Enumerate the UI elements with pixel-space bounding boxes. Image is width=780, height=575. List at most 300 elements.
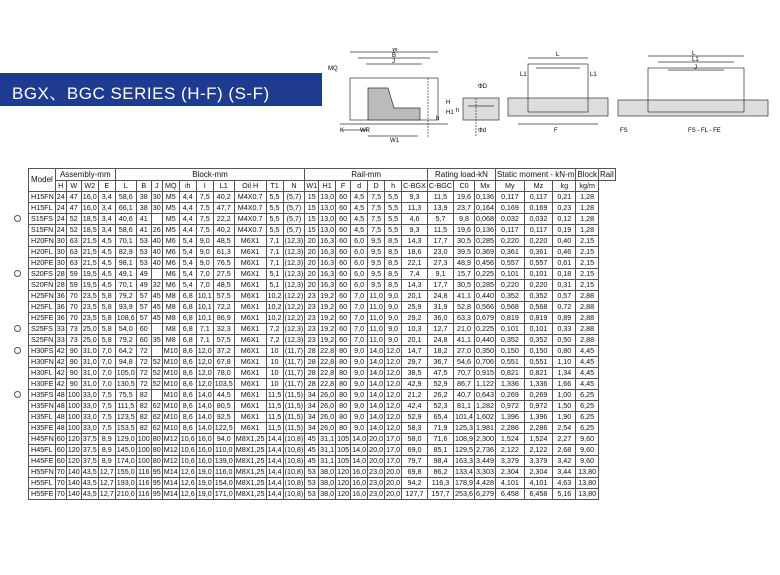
table-cell: 40,2 xyxy=(213,192,234,203)
table-cell: 7,0 xyxy=(351,313,368,324)
table-cell: 7,5 xyxy=(368,225,385,236)
table-cell: 8,5 xyxy=(385,258,402,269)
table-cell: 116 xyxy=(138,478,150,487)
table-cell: 10,2 xyxy=(267,291,282,300)
table-cell: 6,8 xyxy=(179,302,196,313)
table-cell: M12 xyxy=(163,456,178,465)
table-cell: 4,5 xyxy=(98,280,115,291)
table-cell: 0,33 xyxy=(553,324,576,335)
table-cell: 14,4 xyxy=(267,478,282,487)
table-cell: 1,28 xyxy=(576,225,599,236)
table-cell: 23,5 xyxy=(82,302,97,311)
table-cell: 80 xyxy=(336,346,351,357)
table-cell: 21,5 xyxy=(82,247,97,256)
table-cell: 72 xyxy=(136,346,151,357)
table-row xyxy=(29,324,616,335)
table-cell: 34 xyxy=(305,423,319,434)
table-cell: 63 xyxy=(66,236,81,247)
table-cell: 0,136 xyxy=(476,225,495,234)
header-col-23: Mx xyxy=(475,181,496,192)
table-cell: 17,0 xyxy=(386,456,401,465)
table-cell: 35 xyxy=(152,335,161,344)
table-cell: 70 xyxy=(66,291,81,302)
table-cell: 0,101 xyxy=(496,269,525,280)
table-cell: 4,5 xyxy=(98,258,115,269)
table-cell: 5,5 xyxy=(385,192,402,203)
table-cell: (11,5) xyxy=(284,390,304,399)
table-cell: 57 xyxy=(136,313,151,324)
table-cell: 11,5 xyxy=(267,390,282,399)
table-row xyxy=(29,258,616,269)
table-cell: (11,5) xyxy=(284,423,304,432)
table-cell: 7,0 xyxy=(351,335,368,346)
table-cell: 15 xyxy=(305,192,319,203)
table-cell: 23,5 xyxy=(82,313,97,322)
table-cell: 0,566 xyxy=(476,302,495,311)
table-cell: 2,122 xyxy=(496,445,525,456)
table-cell: M6X1 xyxy=(234,269,266,280)
table-cell: 12,0 xyxy=(386,423,401,432)
table-cell: (5,7) xyxy=(283,192,305,203)
table-cell: 0,915 xyxy=(476,368,495,377)
table-cell: 20 xyxy=(305,247,319,258)
table-cell: M8X1,25 xyxy=(235,445,265,454)
table-cell: 4,4 xyxy=(179,225,196,236)
table-cell: M10 xyxy=(163,423,178,432)
header-group-2: Rail-mm xyxy=(305,169,428,181)
table-cell: 171,0 xyxy=(214,489,233,498)
table-cell: 70 xyxy=(56,467,65,476)
model-cell: H55FN xyxy=(29,467,56,478)
table-cell: 8,6 xyxy=(179,346,196,357)
table-cell: 7,0 xyxy=(351,291,368,302)
table-cell: 11,0 xyxy=(369,291,383,300)
table-cell: 103,5 xyxy=(214,379,233,388)
table-cell: 7,5 xyxy=(368,214,385,225)
table-cell: 1,524 xyxy=(496,434,525,445)
front-label-w: W xyxy=(392,48,398,53)
table-cell: 9,5 xyxy=(368,247,385,258)
model-cell: H15FL xyxy=(29,203,56,214)
table-cell: 20 xyxy=(305,258,319,269)
header-sub-row xyxy=(29,181,616,192)
table-cell: M6X1 xyxy=(234,390,266,401)
table-cell: 60 xyxy=(336,236,351,247)
table-cell: 100 xyxy=(67,390,80,399)
table-cell: 44,5 xyxy=(213,390,234,401)
table-cell: M6X1 xyxy=(234,291,266,302)
table-cell: 23 xyxy=(305,313,319,324)
table-cell: 19,0 xyxy=(197,489,212,498)
table-row xyxy=(29,390,616,401)
table-cell: M6X1 xyxy=(234,379,266,390)
table-cell: 13,0 xyxy=(320,214,335,223)
table-cell: 58,0 xyxy=(402,434,428,445)
table-cell: 12,0 xyxy=(386,368,401,377)
model-cell: H35FL xyxy=(29,412,56,423)
table-cell: 7,1 xyxy=(266,236,283,247)
table-cell: 19,2 xyxy=(320,313,335,322)
table-cell: 0,101 xyxy=(524,269,553,280)
table-cell: 90 xyxy=(66,346,81,357)
table-cell: 67,8 xyxy=(213,357,234,368)
table-row xyxy=(29,467,616,478)
table-row xyxy=(29,346,616,357)
table-cell: M6X1 xyxy=(234,258,266,269)
table-cell: 7,5 xyxy=(98,401,115,412)
bolt-label-d-inner: Φd xyxy=(478,128,487,134)
table-cell: 20,0 xyxy=(369,434,384,443)
table-cell: 15 xyxy=(305,225,319,236)
table-cell: 7,0 xyxy=(196,280,213,291)
table-cell: 0,032 xyxy=(496,214,525,225)
table-row xyxy=(29,335,616,346)
table-cell: M6X1 xyxy=(234,280,266,291)
table-cell: 1,524 xyxy=(524,434,553,445)
table-cell: 0,557 xyxy=(496,258,525,269)
table-cell: 60 xyxy=(336,280,351,291)
table-cell: 4,45 xyxy=(576,368,599,379)
table-cell: 0,31 xyxy=(553,280,576,291)
table-cell: 28 xyxy=(305,379,319,390)
table-cell xyxy=(151,214,162,225)
table-cell: M4X0.7 xyxy=(234,214,266,225)
table-cell: 4,5 xyxy=(351,192,368,203)
table-cell: 1,28 xyxy=(576,214,599,225)
table-cell: 0,551 xyxy=(496,357,525,368)
table-cell: 80 xyxy=(336,368,351,379)
table-cell: 21,2 xyxy=(402,390,428,401)
table-cell: 20,1 xyxy=(402,291,428,302)
table-cell: 79,7 xyxy=(402,456,428,467)
table-cell: 139,0 xyxy=(214,456,233,465)
table-cell: 47 xyxy=(66,192,81,203)
table-cell: 81,1 xyxy=(454,401,475,412)
table-cell: 73 xyxy=(66,324,81,335)
table-cell: 14,0 xyxy=(197,412,212,421)
front-label-mq: MQ xyxy=(328,66,338,72)
table-cell: 11,5 xyxy=(267,423,282,432)
table-cell: 12,0 xyxy=(386,412,401,421)
table-row xyxy=(29,456,616,467)
table-cell: 1,981 xyxy=(476,423,495,432)
table-cell: (11,7) xyxy=(284,357,304,366)
table-cell: 3,4 xyxy=(98,214,115,225)
table-cell: 9,0 xyxy=(351,423,368,434)
table-cell: 90 xyxy=(66,357,81,368)
table-cell: 47 xyxy=(66,203,81,214)
table-cell: 5,4 xyxy=(179,236,196,247)
table-cell: 120 xyxy=(67,434,80,443)
table-cell: 48 xyxy=(56,412,65,421)
table-cell xyxy=(151,390,162,401)
header-group-row xyxy=(29,169,616,181)
table-cell: 0,101 xyxy=(524,324,553,335)
table-cell: 6,0 xyxy=(351,236,368,247)
table-cell: 0,164 xyxy=(476,203,495,212)
table-cell: 80 xyxy=(152,445,161,454)
table-cell: 0,89 xyxy=(553,313,576,324)
table-cell: 13,0 xyxy=(320,225,335,234)
table-cell: 64,2 xyxy=(115,346,136,357)
table-cell: 60 xyxy=(336,324,351,335)
table-cell: 2,27 xyxy=(553,434,576,445)
model-cell: H30FE xyxy=(29,379,56,390)
table-cell: 0,568 xyxy=(496,302,525,313)
table-cell: (10,8) xyxy=(284,445,304,454)
table-cell: 60 xyxy=(56,445,65,454)
table-cell: 12,0 xyxy=(386,357,401,366)
table-cell: 79,2 xyxy=(115,291,136,302)
table-cell: 19,2 xyxy=(320,324,335,333)
table-cell: 0,150 xyxy=(524,346,553,357)
table-cell: 80 xyxy=(336,357,351,368)
table-cell: 40,7 xyxy=(454,390,475,401)
table-cell: 52,9 xyxy=(402,412,428,423)
table-cell: 193,0 xyxy=(116,478,135,487)
table-cell: 7,1 xyxy=(266,247,283,258)
table-cell: M6 xyxy=(162,269,179,280)
front-label-k: K xyxy=(340,128,345,134)
table-cell: 12,7 xyxy=(99,489,114,498)
table-cell: 0,369 xyxy=(476,247,495,256)
table-cell: 14,4 xyxy=(267,456,282,465)
table-cell: 6,8 xyxy=(179,324,196,335)
table-cell: 20 xyxy=(305,236,319,247)
table-cell: 9,0 xyxy=(351,390,368,401)
table-cell: 4,6 xyxy=(402,214,428,225)
table-cell: 8,6 xyxy=(179,357,196,368)
table-cell: 6,0 xyxy=(351,247,368,258)
table-cell: 57 xyxy=(136,291,151,302)
table-cell: 93,9 xyxy=(115,302,136,313)
table-cell: 116 xyxy=(138,467,150,476)
table-cell: 24,8 xyxy=(427,335,453,346)
table-cell: 42 xyxy=(56,357,65,366)
table-cell: 1,602 xyxy=(476,412,495,421)
table-cell: 1,396 xyxy=(524,412,553,423)
table-cell: 94,0 xyxy=(213,434,234,445)
table-cell: 1,00 xyxy=(553,390,576,401)
front-label-j: J xyxy=(392,59,395,65)
table-cell: (11,7) xyxy=(284,379,304,388)
table-cell: 41,1 xyxy=(454,335,475,346)
table-cell: 6,458 xyxy=(524,489,553,500)
table-cell: 60 xyxy=(56,434,65,443)
table-cell: 19,0 xyxy=(197,467,212,476)
table-cell: 0,220 xyxy=(496,280,525,291)
table-cell: M5 xyxy=(162,192,179,203)
table-cell: 23,5 xyxy=(82,291,97,300)
table-cell: 72 xyxy=(136,368,151,379)
table-cell: 38,0 xyxy=(320,489,335,498)
model-cell: S20FN xyxy=(29,280,56,291)
table-cell: 24,8 xyxy=(427,291,453,302)
table-cell: 6,8 xyxy=(179,313,196,324)
table-cell: 30 xyxy=(56,236,65,245)
table-cell: 12,0 xyxy=(197,346,212,355)
table-cell: 2,68 xyxy=(553,445,576,456)
table-cell: 40,6 xyxy=(115,214,136,225)
table-cell: 21,5 xyxy=(82,236,97,245)
table-cell: M6X1 xyxy=(234,313,266,324)
table-cell: 0,352 xyxy=(524,335,553,346)
table-cell: 20 xyxy=(305,280,319,291)
table-cell: 73 xyxy=(66,335,81,346)
table-cell: 127,7 xyxy=(402,489,428,500)
model-cell: H30FS xyxy=(29,346,56,357)
table-cell: 10,2 xyxy=(267,313,282,322)
table-cell: 7,0 xyxy=(98,346,115,357)
table-cell: 49 xyxy=(136,269,151,280)
table-cell: 26,0 xyxy=(320,423,335,432)
table-cell: 14,0 xyxy=(369,368,384,377)
header-group-1: Block-mm xyxy=(115,169,305,181)
model-cell: H30FN xyxy=(29,357,56,368)
table-cell: 110,0 xyxy=(215,445,233,454)
table-cell: 8,5 xyxy=(385,236,402,247)
table-cell: (11,5) xyxy=(284,412,304,421)
table-cell: 8,6 xyxy=(179,379,196,390)
header-col-13: N xyxy=(283,181,305,192)
table-cell: 14,0 xyxy=(197,401,212,410)
table-cell: 4,5 xyxy=(98,269,115,280)
table-cell: 60 xyxy=(336,225,351,236)
table-cell: M10 xyxy=(163,357,178,366)
bolt-label-h: h xyxy=(456,108,460,114)
table-cell: 210,0 xyxy=(116,489,135,498)
model-cell: H45FL xyxy=(29,445,56,456)
table-cell: 18,5 xyxy=(82,214,97,223)
table-cell: 34 xyxy=(305,412,319,423)
table-cell: M5 xyxy=(162,225,179,236)
table-cell: 157,7 xyxy=(427,489,453,500)
table-cell: 9,0 xyxy=(351,379,368,390)
table-cell: M6X1 xyxy=(234,346,266,357)
table-row xyxy=(29,368,616,379)
table-cell: 4,101 xyxy=(524,478,553,489)
end-label-l1: L1 xyxy=(692,57,699,63)
table-cell: 0,456 xyxy=(476,258,495,267)
table-cell: 0,12 xyxy=(553,214,576,225)
table-cell: 95 xyxy=(152,489,161,498)
table-cell: 70 xyxy=(56,478,65,487)
table-cell: 80,5 xyxy=(213,401,234,412)
table-cell: 0,117 xyxy=(496,225,525,236)
table-cell: 38,5 xyxy=(402,368,428,379)
table-row xyxy=(29,434,616,445)
table-cell: 23,0 xyxy=(369,467,384,476)
table-cell: 54,6 xyxy=(454,357,475,368)
table-cell: 2,88 xyxy=(576,291,599,302)
table-cell: 33,0 xyxy=(82,423,97,432)
table-cell: 13,0 xyxy=(320,192,335,201)
front-label-h1: H1 xyxy=(446,110,454,116)
table-cell: 12,0 xyxy=(386,346,401,355)
table-cell: 98,1 xyxy=(115,258,136,269)
table-cell: 12,7 xyxy=(99,467,114,476)
table-cell: 18,5 xyxy=(82,225,97,234)
table-cell: 80 xyxy=(152,434,161,443)
header-group-4: Static moment - kN-m xyxy=(497,169,575,179)
table-cell: 20,0 xyxy=(386,467,401,476)
table-cell: 76,5 xyxy=(213,258,234,269)
table-cell: M8 xyxy=(162,324,179,335)
table-cell: 36,7 xyxy=(427,357,453,368)
table-cell: 31,1 xyxy=(320,456,335,465)
table-cell: 1,336 xyxy=(524,379,553,390)
table-cell: 10,1 xyxy=(197,313,212,322)
table-cell: 42 xyxy=(56,379,65,388)
table-cell: 3,449 xyxy=(476,456,495,465)
table-cell: 5,16 xyxy=(553,489,576,500)
table-cell: 24 xyxy=(56,225,65,234)
table-cell: (5,7) xyxy=(283,214,305,225)
table-cell: 6,25 xyxy=(576,423,599,434)
table-cell: 7,5 xyxy=(196,225,213,236)
header-col-21: C-BGC xyxy=(428,181,453,190)
table-cell: 23,0 xyxy=(369,489,384,498)
table-cell: 16,0 xyxy=(352,478,367,487)
table-cell: 120 xyxy=(337,489,350,498)
table-cell: 82 xyxy=(136,390,151,401)
table-cell: 24 xyxy=(56,192,65,201)
front-label-h: H xyxy=(446,100,451,106)
table-cell: 82 xyxy=(136,423,151,434)
table-cell: 53 xyxy=(136,236,151,247)
table-cell: 4,63 xyxy=(553,478,576,489)
table-cell: 17,0 xyxy=(386,434,401,443)
table-cell: 0,568 xyxy=(524,302,553,313)
table-cell: 4,45 xyxy=(576,379,599,390)
table-cell: 26,0 xyxy=(320,412,335,421)
table-cell: 65,4 xyxy=(427,412,453,423)
table-cell: 2,736 xyxy=(476,445,495,454)
table-cell: 5,1 xyxy=(266,269,283,280)
table-cell: 95 xyxy=(152,478,161,487)
table-cell: 14,4 xyxy=(267,434,282,443)
table-cell: 10 xyxy=(266,379,283,390)
table-cell: 60 xyxy=(336,313,351,324)
table-cell: 4,4 xyxy=(179,214,196,225)
model-cell: H35FN xyxy=(29,401,56,412)
table-cell: 10 xyxy=(266,346,283,357)
header-col-11: Oil H xyxy=(234,181,266,192)
table-cell: 9,5 xyxy=(368,258,385,269)
table-cell: 1,28 xyxy=(576,203,599,214)
table-cell: 10,6 xyxy=(180,456,195,465)
table-cell: 4,101 xyxy=(496,478,525,489)
table-cell: 80 xyxy=(336,379,351,390)
table-cell: 45 xyxy=(152,291,161,300)
front-label-wr: WR xyxy=(360,128,370,134)
table-cell: 154,0 xyxy=(214,478,233,487)
table-cell: M4X0.7 xyxy=(234,192,266,203)
table-cell: 0,117 xyxy=(524,192,553,203)
table-cell: M10 xyxy=(163,390,178,399)
table-cell: 12,0 xyxy=(197,368,212,377)
table-row xyxy=(29,236,616,247)
table-cell: 7,1 xyxy=(266,258,283,269)
table-cell: 0,101 xyxy=(496,324,525,335)
table-cell: 15 xyxy=(305,203,319,214)
table-cell: 0,225 xyxy=(476,324,495,333)
table-cell: 1,10 xyxy=(553,357,576,368)
table-cell: 116,3 xyxy=(427,478,453,489)
table-cell: 45 xyxy=(305,456,319,467)
table-cell: 16,0 xyxy=(82,192,97,201)
table-row xyxy=(29,291,616,302)
